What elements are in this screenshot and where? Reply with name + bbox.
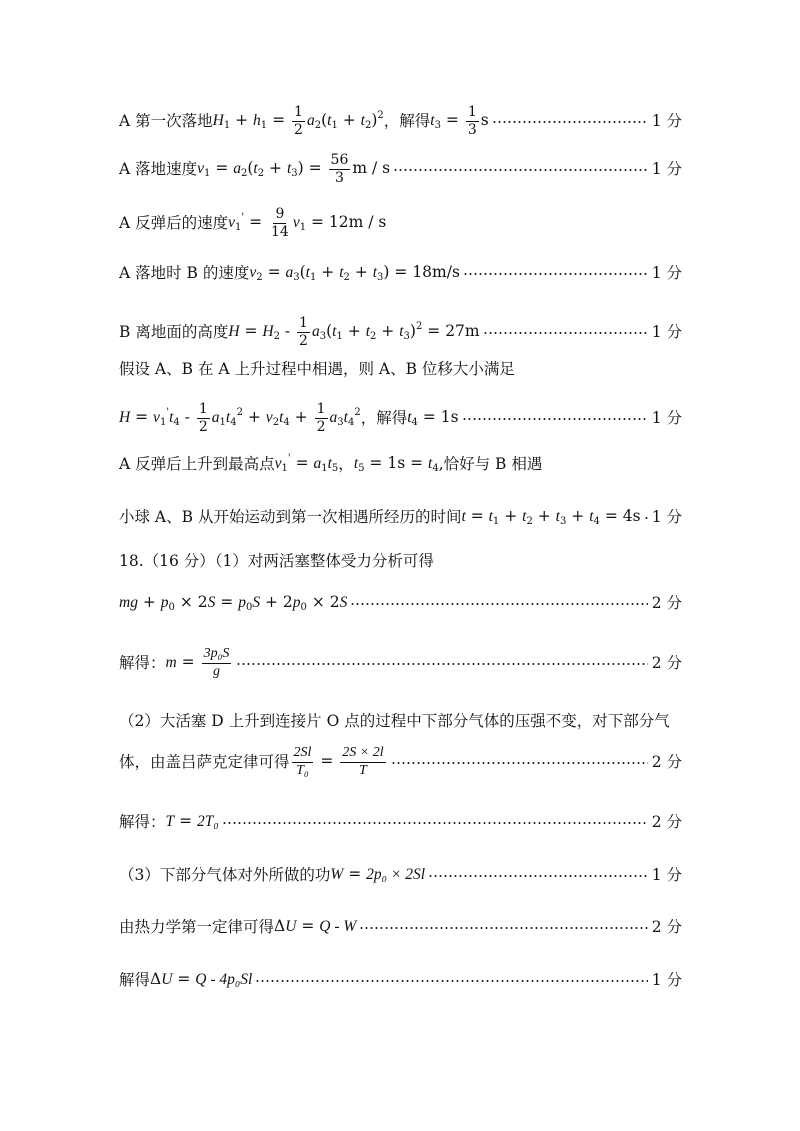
dot-leader bbox=[222, 822, 648, 824]
equation: W = 2p₀ × 2Sl bbox=[330, 865, 426, 883]
t4-value: 1s bbox=[440, 408, 459, 427]
total-time-value: 4s bbox=[622, 507, 641, 525]
line-suffix: ,恰好与 B 相遇 bbox=[438, 454, 543, 473]
score-label: 2 分 bbox=[651, 917, 682, 936]
score-label: 1 分 bbox=[651, 111, 682, 130]
line-label: A 反弹后上升到最高点 bbox=[119, 454, 275, 473]
line-part2-intro bbox=[119, 712, 670, 731]
line-label: 小球 A、B 从开始运动到第一次相遇所经历的时间 bbox=[119, 507, 462, 526]
line-label: A 第一次落地 bbox=[119, 111, 213, 130]
score-label: 1 分 bbox=[651, 408, 682, 427]
line-gay-lussac bbox=[119, 746, 682, 778]
equation: mg + $p_0 \times 2S = p_0S + 2p_0 \times 2S$ bbox=[119, 593, 348, 613]
line-force-balance bbox=[119, 593, 682, 613]
dot-leader bbox=[462, 418, 648, 420]
line-label: 解得： bbox=[119, 653, 166, 672]
solve-label: ，解得 bbox=[383, 111, 431, 130]
score-label: 2 分 bbox=[651, 812, 682, 831]
line-label: 解得 bbox=[119, 970, 151, 989]
question-heading: 18.（16 分）（1）对两活塞整体受力分析可得 bbox=[119, 552, 434, 570]
line-rebound-peak bbox=[119, 454, 542, 474]
gay-lhs-denominator: T₀ bbox=[296, 762, 309, 778]
line-temperature-result bbox=[119, 812, 682, 832]
H-value: 27m bbox=[445, 322, 480, 341]
line-total-time bbox=[119, 507, 682, 527]
t5-value: 1s bbox=[387, 454, 406, 472]
line-label: A 落地时 B 的速度 bbox=[119, 263, 250, 282]
equation-result: $t_5 = 1s = t_4$ bbox=[353, 454, 439, 474]
score-label: 1 分 bbox=[651, 263, 682, 282]
equation: $t = t_1 + t_2 + t_3 + t_4 = 4s$ bbox=[461, 507, 641, 527]
gay-lhs-numerator: 2Sl bbox=[292, 746, 314, 763]
line-label: B 离地面的高度 bbox=[119, 322, 229, 341]
dot-leader bbox=[236, 663, 647, 665]
line-b-height bbox=[119, 316, 682, 348]
equation-result: $t_4 = 1s$ bbox=[407, 408, 459, 429]
dot-leader bbox=[255, 980, 647, 982]
solve-label: ，解得 bbox=[360, 408, 408, 427]
line-displacement-equation bbox=[119, 402, 682, 434]
line-a-rebound-speed bbox=[119, 207, 386, 239]
line-q18-heading bbox=[119, 552, 434, 571]
line-label: A 落地速度 bbox=[119, 159, 198, 178]
mass-numerator: 3p₀S bbox=[202, 647, 232, 664]
first-law-rhs: Q - W bbox=[319, 918, 357, 935]
v1-unit: m / s bbox=[352, 159, 391, 178]
line-label: 体，由盖吕萨克定律可得 bbox=[119, 752, 290, 771]
line-label: 由热力学第一定律可得 bbox=[119, 917, 275, 936]
dot-leader bbox=[428, 875, 648, 877]
line-work bbox=[119, 865, 682, 885]
line-b-speed bbox=[119, 263, 682, 283]
score-label: 1 分 bbox=[651, 507, 682, 526]
equation: $H = H_2$ - $\frac{1}{2}$ $a_3(t_1 + t_2 + t_3)^2 = 27m$ bbox=[228, 315, 480, 349]
equation: $v_2 = a_3(t_1 + t_2 + t_3) = 18m/s$ bbox=[249, 263, 460, 283]
dot-leader bbox=[463, 273, 648, 275]
equation-result: $t_3$ = $\frac{1}{3}$ s bbox=[430, 104, 489, 138]
score-label: 2 分 bbox=[651, 593, 682, 612]
v1-prime-value: 12m / s bbox=[328, 213, 387, 232]
score-label: 2 分 bbox=[651, 752, 682, 771]
dot-leader bbox=[483, 332, 648, 334]
line-a-landing-speed bbox=[119, 153, 682, 185]
equation: m = $\frac{\text{3p₀S}}{g}$ bbox=[165, 646, 230, 679]
equation: $H = v_1't_4$ - $\frac{1}{2}$ $a_1t_4^2 + v_2t_4$ + $\frac{1}{2}$ $a_3t_4^2$ bbox=[119, 401, 361, 435]
v2-value: 18m/s bbox=[412, 263, 460, 281]
line-mass-result bbox=[119, 647, 682, 679]
equation: $H_1 + h_1$ = $\frac{1}{2}$ $a_2(t_1 + t_2)^2$ bbox=[212, 104, 384, 138]
t3-unit: s bbox=[480, 111, 489, 130]
dot-leader bbox=[393, 169, 648, 171]
equation: $\frac{2Sl}{\text{T₀}}$ = $\frac{2S \times 2l}{T}$ bbox=[293, 745, 384, 778]
ratio-denominator: 14 bbox=[270, 223, 289, 240]
line-internal-energy-result bbox=[119, 970, 682, 990]
t3-numerator: 1 bbox=[467, 104, 477, 120]
v1-denominator: 3 bbox=[334, 169, 344, 186]
ratio-numerator: 9 bbox=[275, 206, 285, 222]
line-label: （3）下部分气体对外所做的功 bbox=[119, 865, 331, 884]
gay-rhs-denominator: T bbox=[359, 762, 367, 778]
score-label: 1 分 bbox=[651, 865, 682, 884]
v1-numerator: 56 bbox=[330, 152, 349, 168]
t3-denominator: 3 bbox=[467, 121, 477, 138]
dot-leader bbox=[350, 603, 647, 605]
line-label: A 反弹后的速度 bbox=[119, 213, 229, 232]
line-label: 解得： bbox=[119, 812, 166, 831]
separator: ， bbox=[338, 454, 354, 473]
temperature-value: 2T₀ bbox=[196, 813, 219, 830]
paragraph-text: （2）大活塞 D 上升到连接片 O 点的过程中下部分气体的压强不变，对下部分气 bbox=[119, 712, 670, 730]
score-label: 2 分 bbox=[651, 653, 682, 672]
dot-leader bbox=[359, 927, 647, 929]
line-assumption bbox=[119, 360, 515, 379]
score-label: 1 分 bbox=[651, 970, 682, 989]
work-value: 2p₀ × 2Sl bbox=[366, 866, 426, 883]
equation: $v_1 = a_2(t_2 + t_3)$ = $\frac{56}{3}$ m / s bbox=[197, 152, 391, 186]
equation: $v_1' = a_1t_5$ bbox=[274, 453, 339, 474]
paragraph-text: 假设 A、B 在 A 上升过程中相遇，则 A、B 位移大小满足 bbox=[119, 360, 515, 378]
equation: ΔU = Q - W bbox=[274, 917, 357, 935]
line-a-first-landing bbox=[119, 105, 682, 137]
score-label: 1 分 bbox=[651, 159, 682, 178]
gay-rhs-numerator: 2S × 2l bbox=[340, 746, 385, 763]
dot-leader bbox=[391, 762, 648, 764]
internal-energy-value: Q - 4p₀Sl bbox=[195, 971, 253, 988]
dot-leader bbox=[492, 121, 648, 123]
equation: T = 2T₀ bbox=[165, 812, 219, 830]
score-label: 1 分 bbox=[651, 322, 682, 341]
line-first-law bbox=[119, 917, 682, 937]
equation: ΔU = Q - 4p₀Sl bbox=[150, 970, 253, 988]
equation: $v_1'$ = $\frac{9}{14}$ $v_1 = 12m / s$ bbox=[228, 206, 387, 240]
dot-leader bbox=[644, 517, 648, 519]
mass-denominator: g bbox=[213, 663, 220, 679]
